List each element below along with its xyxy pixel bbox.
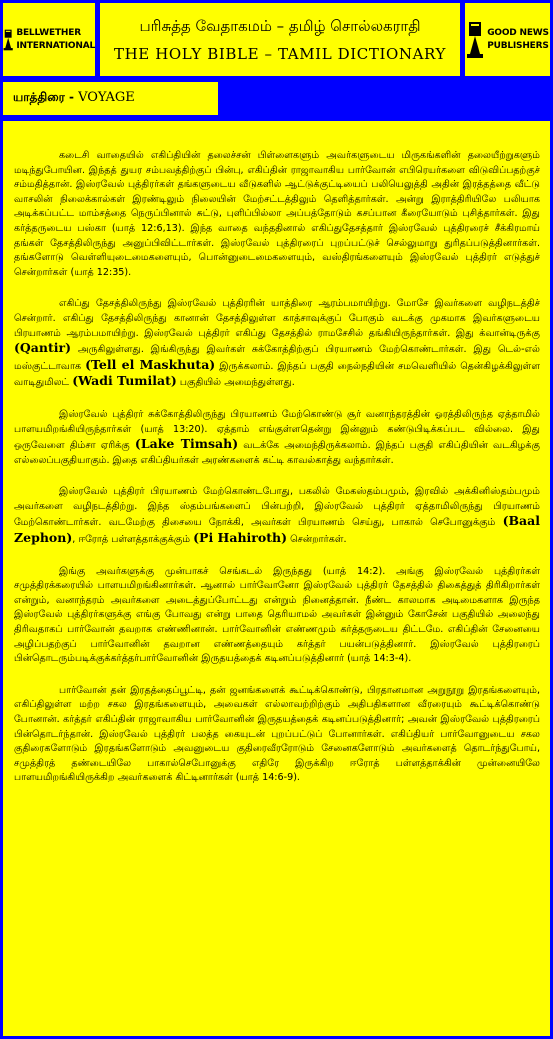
paragraph-text: , ஈரோத் பள்ளத்தாக்குக்கும் — [72, 534, 194, 546]
article-paragraph — [14, 408, 540, 468]
paragraph-text: கடைசி வாதையில் எகிப்தியின் தலைச்சன் பிள்ளைகளும் அவர்களுடைய மிருகங்களின் தலையீற்றுகளும் மடிந்துபோயின. இந்தத் துயர சம்பவத்திற்குப் பின்பு, எகிப்தின் ராஜாவாகிய பார்வோன் எபிரெயர்களை விடுவிப்பதற்குச் சம்மதித்தான். இஸ்ரவேல் புத்திரர்கள் தங்களுடைய வீடுகளில் ஆட்டுக்குட்டியைப் பலியெலுத்தி அதின் இரத்தத்தை வீட்டு வாசலின் நிலைக்கால்கள் இரண்டிலும் நிலையின் மேற்சட்டத்திலும் தெளித்தார்கள். அன்று இராத்திரியிலே பலியாக அடிக்கப்பட்ட மாம்சத்தை நெருப்பினால் சுட்டு, புளிப்பில்லா அப்பத்தோடும் கசப்பான கீரையோடும் புசித்தார்கள். இது கர்த்தருடைய பஸ்கா (யாத் 12:6,13). இந்த வாதை வந்ததினால் எகிப்துதேசத்தார் இஸ்ரவேல் புத்திரரைச் சீக்கிரமாய் தங்கள் தேசத்திலிருந்து அனுப்பிவிட்டார்கள். இஸ்ரவேல் புத்திரரைப் புறப்பட்டுச் செல்லுமாறு துரிதப்படுத்தினார்கள். தங்களோடு வெள்ளியுடைமைகளையும், பொன்னுடைமைகளையும், வஸ்திரங்களையும் இஸ்ரவேல் புத்திரர் எடுத்துச் சென்றார்கள் (யாத் 12:35). — [14, 150, 540, 278]
place-name-latin: (Qantir) — [14, 340, 72, 356]
paragraph-text: பார்வோன் தன் இரதத்தைப்பூட்டி, தன் ஜனங்களைக் கூட்டிக்கொண்டு, பிரதானமான அறுநூறு இரதங்களையும், எகிப்திலுள்ள மற்ற சகல இரதங்களையும், அவைகள் எல்லாவற்றிற்கும் அதிபதிகளான வீரரையும் கூட்டிக்கொண்டு போனான். கர்த்தர் எகிப்தின் ராஜாவாகிய பார்வோனின் இருதயத்தைக் கடினப்படுத்தினார்; அவன் இஸ்ரவேல் புத்திரரைப் பின்தொடர்ந்தான். இஸ்ரவேல் புத்திரர் பலத்த கையுடன் புறப்பட்டுப் போனார்கள். எகிப்தியர் பார்வோனுடைய சகல குதிரைகளோடும் இரதங்களோடும் அவனுடைய குதிரைவீரரோடும் சேனைகளோடும் அவர்களைத் தொடர்ந்துபோய், சமுத்திரத் தண்டையிலே பாகால்செபோனுக்கு எதிரே இருக்கிற ஈரோத் பள்ளத்தாக்கின் முன்னையிலே பாளயமிறங்கியிருக்கிற அவர்களைக் கிட்டினார்கள் (யாத் 14:6-9). — [14, 684, 540, 784]
article-paragraph — [14, 485, 540, 547]
page-title-english: THE HOLY BIBLE – TAMIL DICTIONARY — [114, 45, 446, 63]
article-paragraph — [14, 297, 540, 391]
entry-heading-box — [3, 82, 218, 115]
place-name-latin: (Baal Zephon) — [14, 513, 540, 546]
paragraph-text: இருக்கலாம். இந்தப் பகுதி நைல்நதியின் சமவெளியில் தென்கிழக்கிலுள்ள வாடிதுமிலட் — [14, 360, 540, 389]
logo-line-2: PUBLISHERS — [487, 40, 549, 51]
place-name-latin: (Pi Hahiroth) — [193, 530, 288, 546]
article-paragraph — [14, 684, 540, 786]
bellwether-logo — [3, 3, 95, 76]
paragraph-text: இஸ்ரவேல் புத்திரர் பிரயாணம் மேற்கொண்டபோது, பகலில் மேகஸ்தம்பமும், இரவில் அக்கினிஸ்தம்பமும் அவர்களை வழிநடத்திற்று. இந்த ஸ்தம்பங்களைப் பின்பற்றி, இஸ்ரவேல் புத்திரர் ஏத்தாமிலிருந்து பிரயாணம் மேற்கொண்டார்கள். வடமேற்கு திசையை நோக்கி, அவர்கள் பிரயாணம் செய்து, பாகால் செபோனுக்கும் — [14, 486, 540, 529]
book-pen-icon — [466, 20, 484, 60]
entry-separator: - — [64, 90, 79, 104]
logo-line-1: GOOD NEWS — [487, 27, 549, 38]
good-news-logo — [465, 3, 550, 76]
article-paragraph — [14, 149, 540, 280]
paragraph-text: பகுதியில் அமைந்துள்ளது. — [176, 377, 295, 389]
entry-term-english: VOYAGE — [78, 90, 135, 105]
paragraph-text: இங்கு அவர்களுக்கு முன்பாகச் செங்கடல் இருந்தது (யாத் 14:2). அங்கு இஸ்ரவேல் புத்திரர்கள் சமுத்திரக்கரையில் பாளயமிறங்கினார்கள். ஆனால் பார்வோனோ இஸ்ரவேல் புத்திரர் தேசத்தில் திகைத்துத் திரிகிறார்கள் என்றும், வனாந்தரம் அவர்களை அடைத்துப்போட்டது என்றும் நினைத்தான். நீண்ட காலமாக அடிமைகளாக இருந்த இஸ்ரவேல் புத்திரர்களுக்கு எங்கு போவது என்று பாதை தெரியாமல் அவர்கள் இன்னும் கோசேன் பகுதியில் அலைந்து திரிவதாகப் பார்வோன் தவறாக எண்ணினான். பார்வோனின் எண்ணமும் கர்த்தருடைய திட்டமே. எகிப்தின் சேனையை அழிப்பதற்குப் பார்வோனின் தவறான எண்ணத்தையும் கர்த்தர் பயன்படுத்தினார். இஸ்ரவேல் புத்திரரைப் பின்தொடரும்படிக்குக்கர்த்தர்பார்வோனின் இருதயத்தைக் கடினப்படுத்தினார் (யாத் 14:3-4). — [14, 565, 540, 665]
place-name-latin: (Lake Timsah) — [134, 436, 239, 452]
logo-line-2: INTERNATIONAL — [16, 40, 95, 51]
paragraph-text: வடக்கே அமைந்திருக்கலாம். இந்தப் பகுதி எகிப்தியின் வடகிழக்கு எல்லைப்பகுதியாகும். இதை எகிப்தியர்கள் அரண்களைக் கட்டி காவல்காத்து வந்தார்கள். — [14, 440, 541, 466]
place-name-latin: (Tell el Maskhuta) — [85, 356, 216, 372]
paragraph-text: சென்றார்கள். — [287, 534, 347, 546]
paragraph-text: இஸ்ரவேல் புத்திரர் சுக்கோத்திலிருந்து பிரயாணம் மேற்கொண்டு சூர் வனாந்தரத்தின் ஓரத்திலிருந்த ஏத்தாமில் பாளயமிறங்கியிருந்தார்கள் (யாத் 13:20). ஏத்தாம் எங்குள்ளதென்று இன்னும் கண்டுபிடிக்கப்பட வில்லை. இது ஒருவேளை திம்சா ஏரிக்கு — [14, 408, 540, 452]
logo-line-1: BELLWETHER — [16, 27, 81, 38]
article-paragraph — [14, 565, 540, 667]
entry-heading — [3, 82, 218, 106]
paragraph-text: அருகிலுள்ளது. இங்கிருந்து இவர்கள் சுக்கோத்திற்குப் பிரயாணம் மேற்கொண்டார்கள். இது டெல்-எல் மஸ்குட்டாவாக — [14, 344, 540, 372]
entry-term-tamil: யாத்திரை — [13, 90, 65, 104]
paragraph-text: எகிப்து தேசத்திலிருந்து இஸ்ரவேல் புத்திரரின் யாத்திரை ஆரம்பமாயிற்று. மோசே இவர்களை வழிநடத்திச் சென்றார். எகிப்து தேசத்திலிருந்து கானான் தேசத்திலுள்ள காத்சாவுக்குப் போகும் வடக்கு முகமாக இவர்களுடைய பிரயாணம் ஆரம்பமாயிற்று. இஸ்ரவேல் புத்திரர் எகிப்து தேசத்தில் ராமசேசில் தங்கியிருந்தார்கள். இது க்வான்டிருக்கு — [14, 298, 540, 339]
place-name-latin: (Wadi Tumilat) — [72, 373, 177, 389]
page-title-tamil: பரிசுத்த வேதாகமம் – தமிழ் சொல்லகராதி — [139, 17, 421, 35]
header-title-box — [100, 3, 460, 76]
article-body — [3, 121, 550, 1036]
book-pen-icon — [3, 20, 13, 60]
